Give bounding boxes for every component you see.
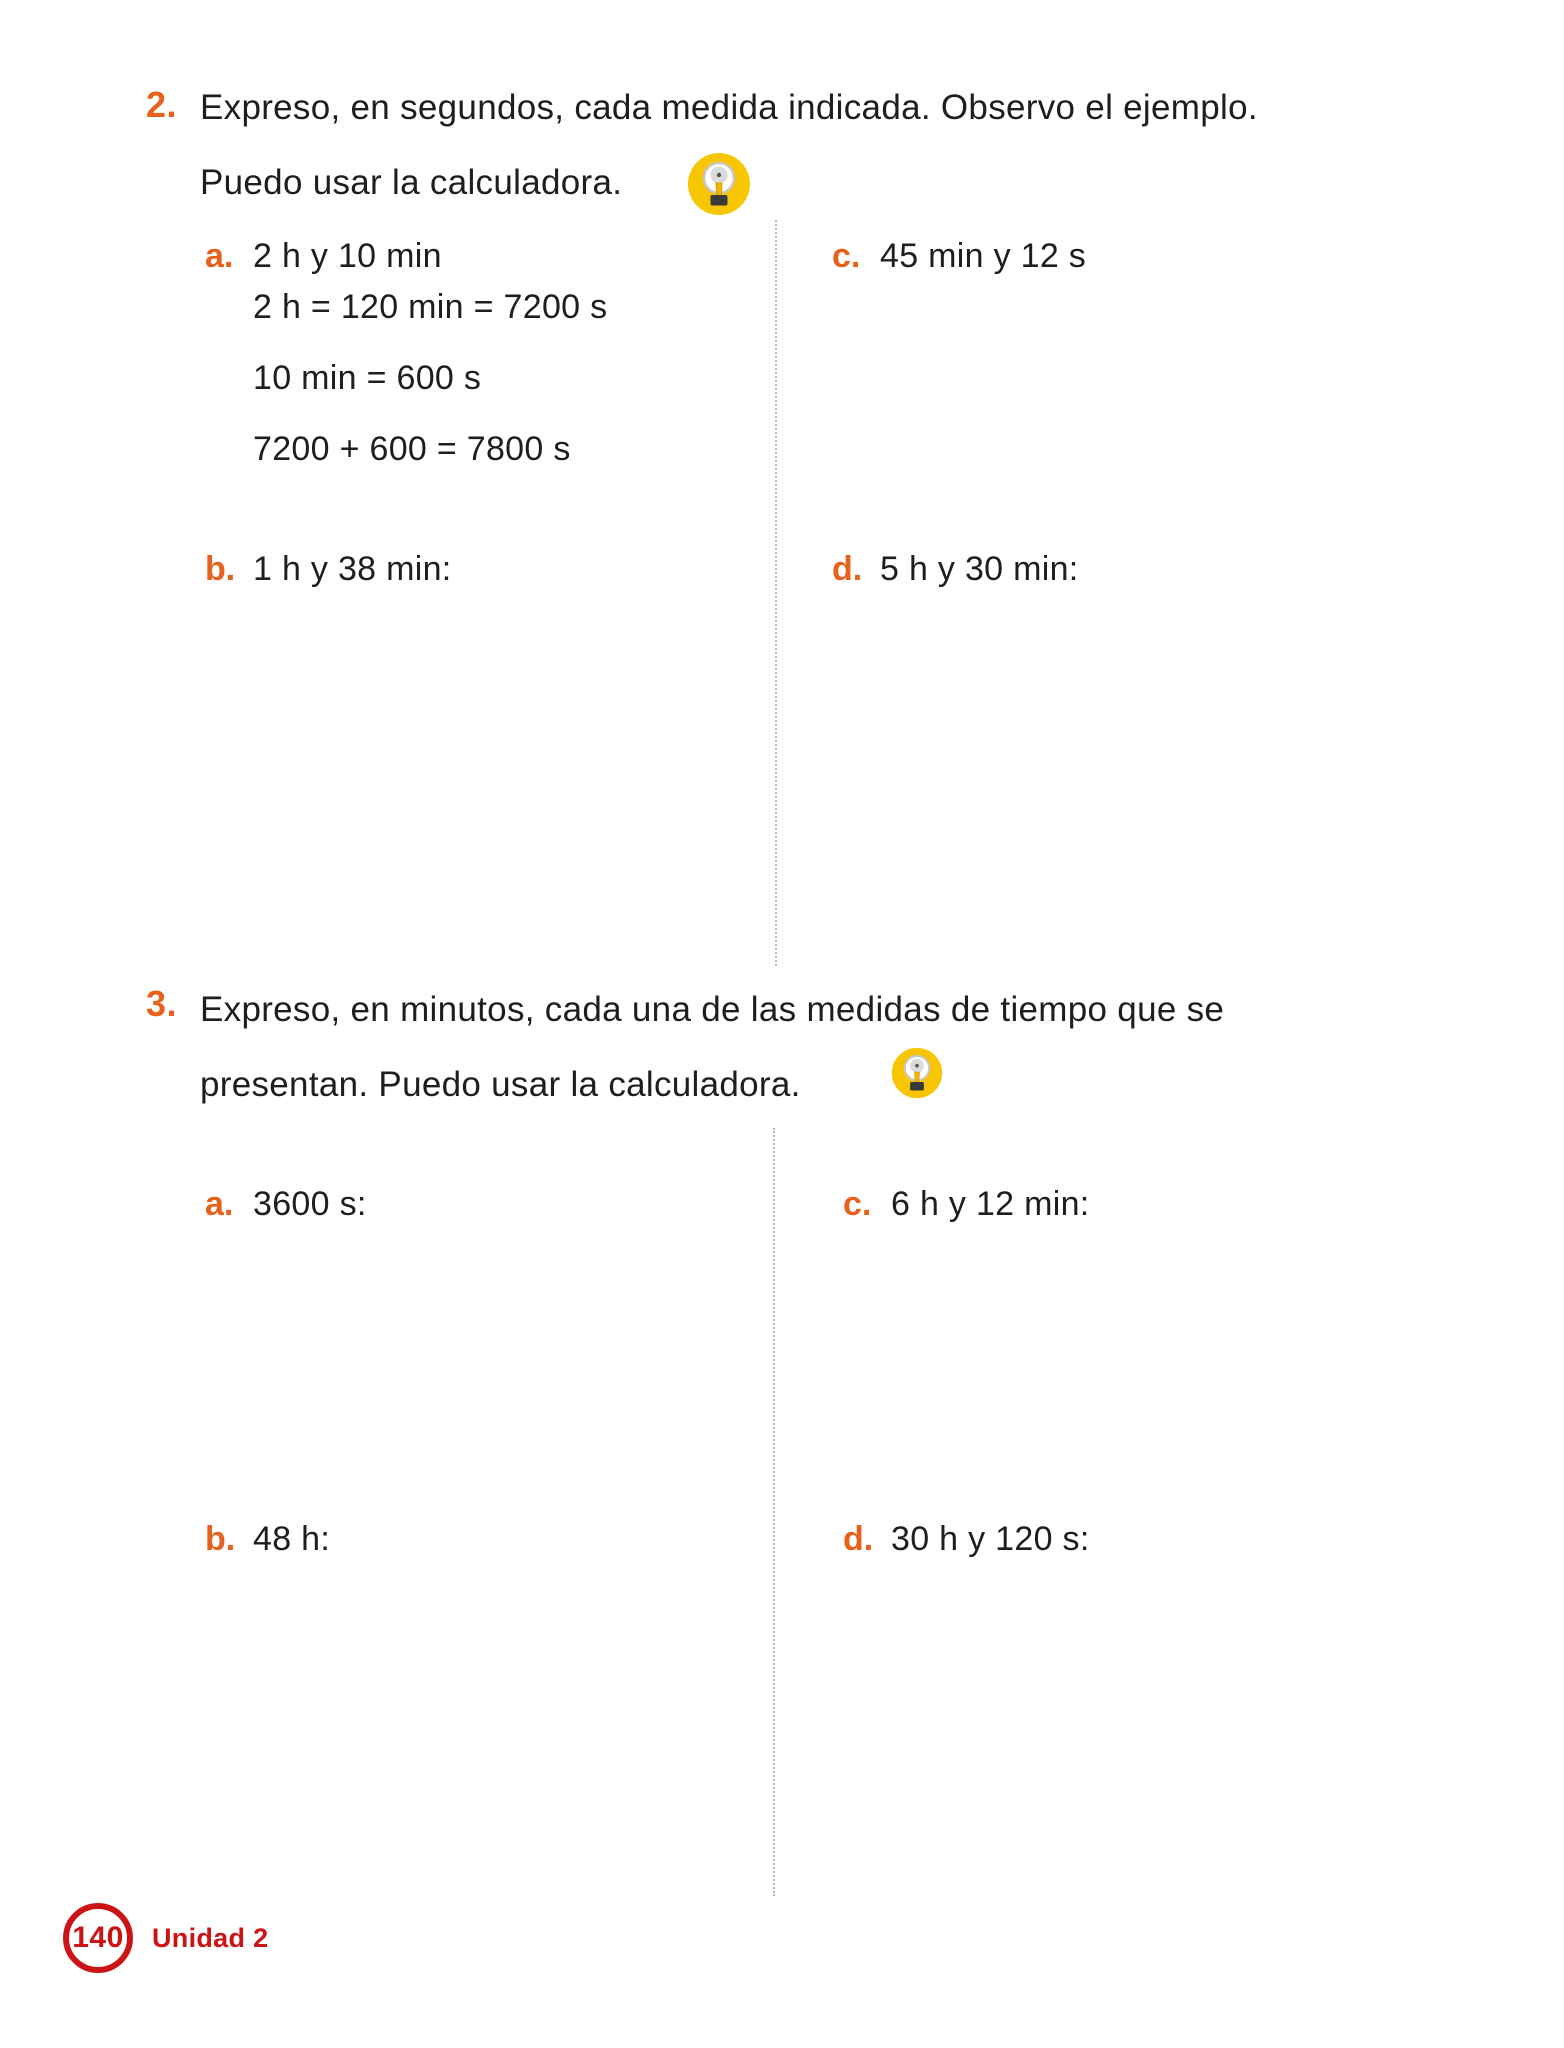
item-c-label: c. [832, 237, 861, 275]
exercise-3-item-c [843, 1185, 1090, 1224]
page-number-badge [63, 1903, 133, 1973]
item-c-label: c. [843, 1185, 872, 1223]
item-d-label: d. [843, 1520, 874, 1558]
example-line-1: 2 h = 120 min = 7200 s [253, 288, 608, 326]
item-b-text: 1 h y 38 min: [253, 550, 452, 588]
exercise-3-instruction-line-1: Expreso, en minutos, cada una de las medidas de tiempo que se [200, 990, 1225, 1029]
exercise-2-item-a [205, 237, 442, 276]
column-divider [775, 220, 777, 966]
item-b-label: b. [205, 1520, 236, 1558]
exercise-2-item-b [205, 550, 452, 589]
item-a-text: 3600 s: [253, 1185, 367, 1223]
example-line-2: 10 min = 600 s [253, 359, 482, 397]
exercise-3-item-a [205, 1185, 367, 1224]
exercise-3-item-b [205, 1520, 330, 1559]
exercise-2-item-c [832, 237, 1086, 276]
exercise-2-number: 2. [146, 84, 178, 125]
item-a-text: 2 h y 10 min [253, 237, 442, 275]
exercise-2-item-d [832, 550, 1079, 589]
exercise-3-number: 3. [146, 983, 178, 1024]
item-c-text: 6 h y 12 min: [891, 1185, 1090, 1223]
example-line-3: 7200 + 600 = 7800 s [253, 430, 571, 468]
item-c-text: 45 min y 12 s [880, 237, 1087, 275]
exercise-3-item-d [843, 1520, 1090, 1559]
item-d-label: d. [832, 550, 863, 588]
item-b-label: b. [205, 550, 236, 588]
item-b-text: 48 h: [253, 1520, 331, 1558]
page-number: 140 [72, 1921, 124, 1954]
lightbulb-icon [687, 152, 751, 221]
column-divider [773, 1128, 775, 1896]
unit-label: Unidad 2 [152, 1923, 269, 1953]
lightbulb-icon [891, 1047, 943, 1104]
exercise-2-instruction-line-2: Puedo usar la calculadora. [200, 163, 623, 202]
item-a-label: a. [205, 1185, 234, 1223]
item-d-text: 5 h y 30 min: [880, 550, 1079, 588]
item-d-text: 30 h y 120 s: [891, 1520, 1090, 1558]
item-a-label: a. [205, 237, 234, 275]
exercise-2-instruction-line-1: Expreso, en segundos, cada medida indicada. Observo el ejemplo. [200, 88, 1258, 127]
exercise-3-instruction-line-2: presentan. Puedo usar la calculadora. [200, 1065, 801, 1104]
